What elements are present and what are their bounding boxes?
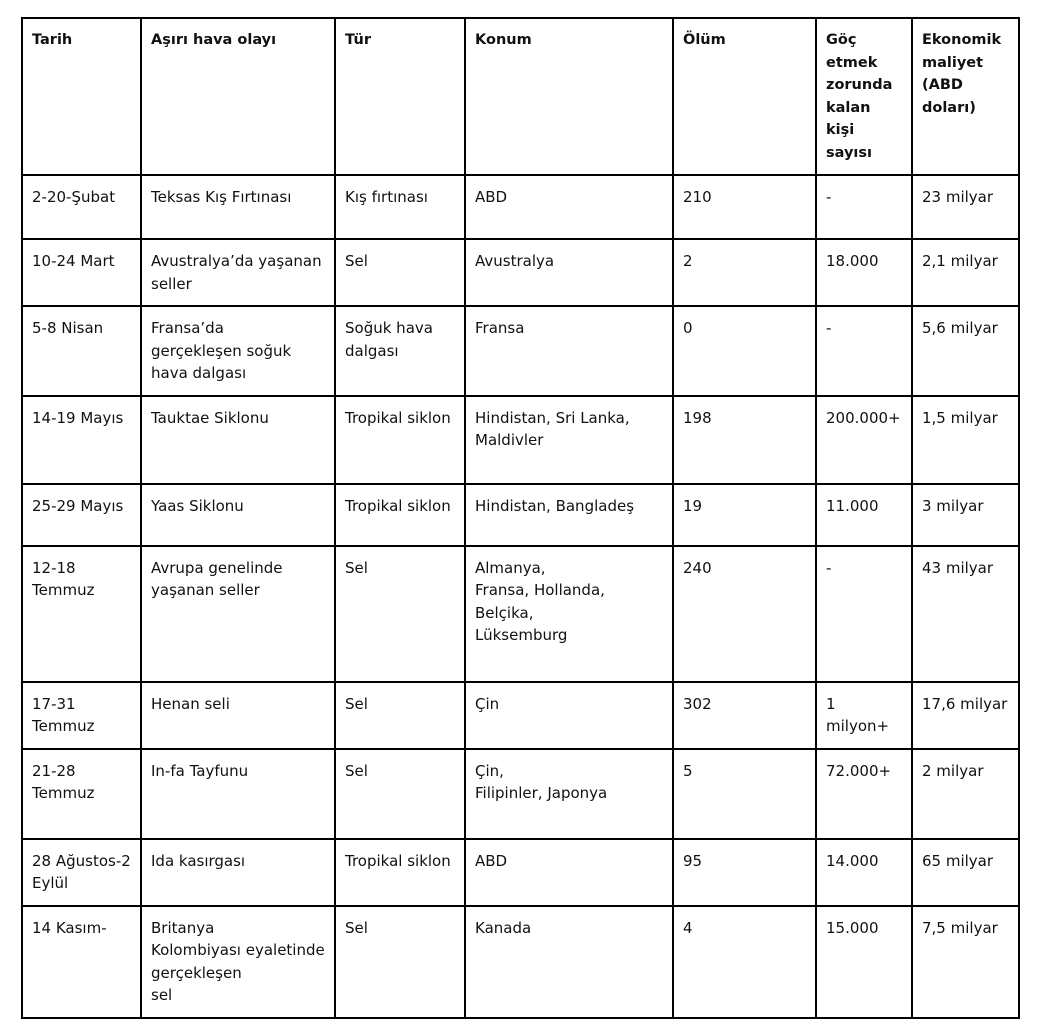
cell-location: Hindistan, Sri Lanka, Maldivler bbox=[465, 396, 673, 484]
cell-economic-cost: 2,1 milyar bbox=[912, 239, 1019, 306]
table-row bbox=[22, 906, 1019, 1018]
cell-location: Fransa bbox=[465, 306, 673, 396]
table-row bbox=[22, 546, 1019, 682]
cell-event: Fransa’da gerçekleşen soğuk hava dalgası bbox=[141, 306, 335, 396]
table-header-row bbox=[22, 18, 1019, 175]
cell-displaced: 11.000 bbox=[816, 484, 912, 546]
cell-event: Teksas Kış Fırtınası bbox=[141, 175, 335, 239]
cell-deaths: 302 bbox=[673, 682, 816, 749]
cell-date: 2-20-Şubat bbox=[22, 175, 141, 239]
table-row bbox=[22, 396, 1019, 484]
cell-economic-cost: 43 milyar bbox=[912, 546, 1019, 682]
cell-deaths: 4 bbox=[673, 906, 816, 1018]
cell-location: Almanya, Fransa, Hollanda, Belçika, Lüksemburg bbox=[465, 546, 673, 682]
cell-location: Avustralya bbox=[465, 239, 673, 306]
cell-date: 12-18 Temmuz bbox=[22, 546, 141, 682]
cell-type: Sel bbox=[335, 906, 465, 1018]
cell-event: Yaas Siklonu bbox=[141, 484, 335, 546]
cell-deaths: 0 bbox=[673, 306, 816, 396]
cell-date: 10-24 Mart bbox=[22, 239, 141, 306]
cell-displaced: 15.000 bbox=[816, 906, 912, 1018]
cell-economic-cost: 5,6 milyar bbox=[912, 306, 1019, 396]
table-row bbox=[22, 749, 1019, 839]
header-date: Tarih bbox=[22, 18, 141, 175]
cell-location: ABD bbox=[465, 839, 673, 906]
cell-deaths: 19 bbox=[673, 484, 816, 546]
cell-location: Çin, Filipinler, Japonya bbox=[465, 749, 673, 839]
cell-type: Kış fırtınası bbox=[335, 175, 465, 239]
cell-event: Henan seli bbox=[141, 682, 335, 749]
cell-event: Avrupa genelinde yaşanan seller bbox=[141, 546, 335, 682]
cell-economic-cost: 3 milyar bbox=[912, 484, 1019, 546]
cell-deaths: 210 bbox=[673, 175, 816, 239]
cell-date: 14 Kasım- bbox=[22, 906, 141, 1018]
header-economic-cost: Ekonomik maliyet (ABD doları) bbox=[912, 18, 1019, 175]
cell-type: Soğuk hava dalgası bbox=[335, 306, 465, 396]
cell-deaths: 198 bbox=[673, 396, 816, 484]
header-type: Tür bbox=[335, 18, 465, 175]
table-row bbox=[22, 839, 1019, 906]
cell-economic-cost: 7,5 milyar bbox=[912, 906, 1019, 1018]
cell-type: Sel bbox=[335, 682, 465, 749]
table-row bbox=[22, 239, 1019, 306]
cell-economic-cost: 2 milyar bbox=[912, 749, 1019, 839]
cell-economic-cost: 1,5 milyar bbox=[912, 396, 1019, 484]
header-event: Aşırı hava olayı bbox=[141, 18, 335, 175]
cell-deaths: 5 bbox=[673, 749, 816, 839]
cell-event: Avustralya’da yaşanan seller bbox=[141, 239, 335, 306]
cell-economic-cost: 17,6 milyar bbox=[912, 682, 1019, 749]
cell-economic-cost: 65 milyar bbox=[912, 839, 1019, 906]
weather-events-table bbox=[21, 17, 1020, 1019]
cell-event: Tauktae Siklonu bbox=[141, 396, 335, 484]
cell-date: 25-29 Mayıs bbox=[22, 484, 141, 546]
cell-date: 5-8 Nisan bbox=[22, 306, 141, 396]
cell-displaced: - bbox=[816, 546, 912, 682]
header-deaths: Ölüm bbox=[673, 18, 816, 175]
header-displaced: Göç etmek zorunda kalan kişi sayısı bbox=[816, 18, 912, 175]
cell-displaced: 18.000 bbox=[816, 239, 912, 306]
cell-type: Tropikal siklon bbox=[335, 839, 465, 906]
cell-type: Sel bbox=[335, 546, 465, 682]
cell-location: Kanada bbox=[465, 906, 673, 1018]
table-row bbox=[22, 682, 1019, 749]
cell-displaced: 14.000 bbox=[816, 839, 912, 906]
cell-economic-cost: 23 milyar bbox=[912, 175, 1019, 239]
cell-displaced: - bbox=[816, 175, 912, 239]
cell-location: ABD bbox=[465, 175, 673, 239]
cell-deaths: 95 bbox=[673, 839, 816, 906]
cell-date: 21-28 Temmuz bbox=[22, 749, 141, 839]
cell-date: 14-19 Mayıs bbox=[22, 396, 141, 484]
cell-event: Ida kasırgası bbox=[141, 839, 335, 906]
cell-type: Tropikal siklon bbox=[335, 484, 465, 546]
cell-date: 28 Ağustos-2 Eylül bbox=[22, 839, 141, 906]
cell-event: Britanya Kolombiyası eyaletinde gerçekleşen sel bbox=[141, 906, 335, 1018]
cell-event: In-fa Tayfunu bbox=[141, 749, 335, 839]
cell-displaced: 1 milyon+ bbox=[816, 682, 912, 749]
cell-date: 17-31 Temmuz bbox=[22, 682, 141, 749]
cell-type: Tropikal siklon bbox=[335, 396, 465, 484]
cell-deaths: 240 bbox=[673, 546, 816, 682]
table-row bbox=[22, 484, 1019, 546]
cell-type: Sel bbox=[335, 749, 465, 839]
cell-location: Hindistan, Bangladeş bbox=[465, 484, 673, 546]
table-row bbox=[22, 175, 1019, 239]
cell-displaced: 72.000+ bbox=[816, 749, 912, 839]
cell-displaced: - bbox=[816, 306, 912, 396]
cell-displaced: 200.000+ bbox=[816, 396, 912, 484]
cell-deaths: 2 bbox=[673, 239, 816, 306]
cell-location: Çin bbox=[465, 682, 673, 749]
header-location: Konum bbox=[465, 18, 673, 175]
cell-type: Sel bbox=[335, 239, 465, 306]
table-row bbox=[22, 306, 1019, 396]
